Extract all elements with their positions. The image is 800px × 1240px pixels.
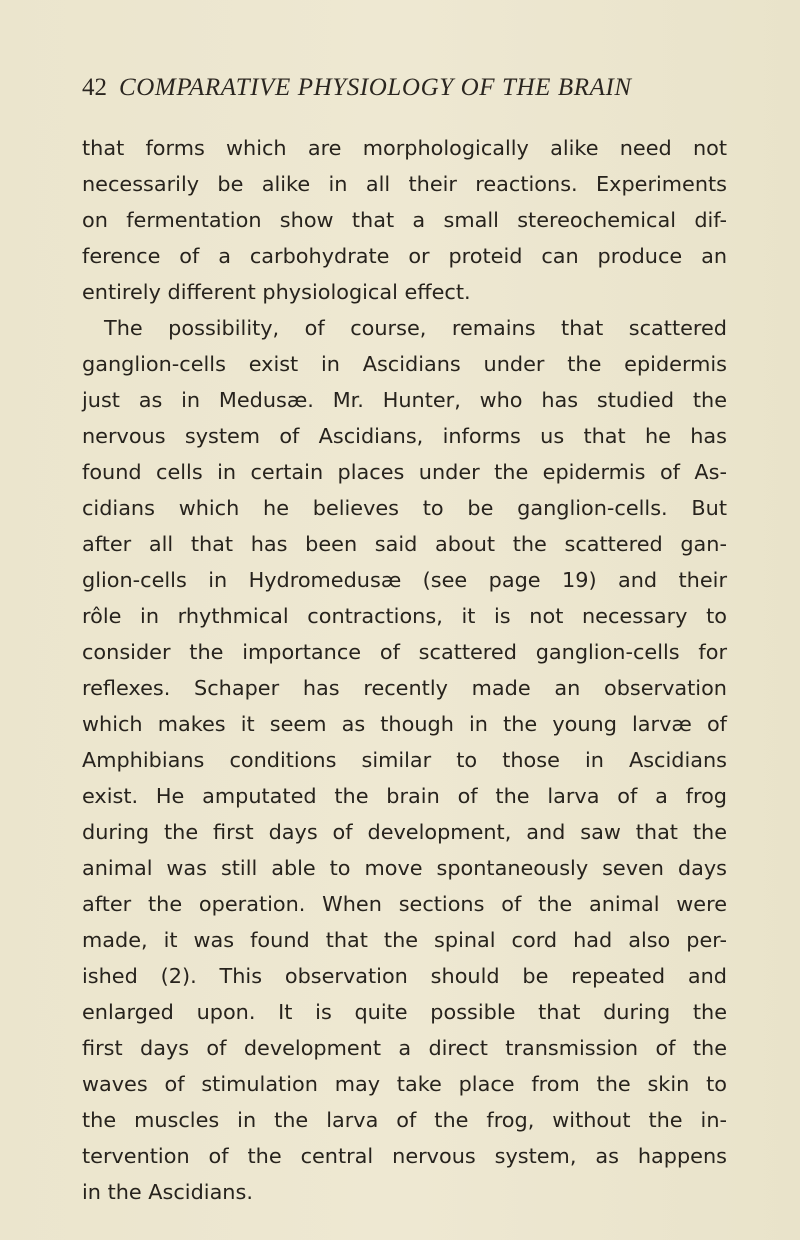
text-line: Amphibians conditions similar to those in Ascidians — [82, 748, 727, 772]
text-line: found cells in certain places under the epidermis of As- — [82, 460, 727, 484]
text-line: entirely different physiological effect. — [82, 280, 471, 304]
text-line: during the first days of development, and saw that the — [82, 820, 727, 844]
text-line: ference of a carbohydrate or proteid can produce an — [82, 244, 727, 268]
text-line: enlarged upon. It is quite possible that during the — [82, 1000, 727, 1024]
text-line: that forms which are morphologically alike need not — [82, 136, 727, 160]
text-line: ganglion-cells exist in Ascidians under the epidermis — [82, 352, 727, 376]
text-line: just as in Medusæ. Mr. Hunter, who has studied the — [82, 388, 727, 412]
text-line: ished (2). This observation should be repeated and — [82, 964, 727, 988]
text-line: made, it was found that the spinal cord had also per- — [82, 928, 727, 952]
text-line: necessarily be alike in all their reactions. Experiments — [82, 172, 727, 196]
text-line: after all that has been said about the scattered gan- — [82, 532, 727, 556]
text-line: cidians which he believes to be ganglion-cells. But — [82, 496, 727, 520]
text-line: tervention of the central nervous system, as happens — [82, 1144, 727, 1168]
body-text — [82, 130, 727, 1210]
text-line: the muscles in the larva of the frog, without the in- — [82, 1108, 727, 1132]
paragraph-first-line: The possibility, of course, remains that scattered — [104, 316, 727, 340]
text-line: waves of stimulation may take place from the skin to — [82, 1072, 727, 1096]
text-line: consider the importance of scattered ganglion-cells for — [82, 640, 727, 664]
page-header — [82, 74, 722, 114]
text-line: in the Ascidians. — [82, 1180, 253, 1204]
text-line: nervous system of Ascidians, informs us that he has — [82, 424, 727, 448]
text-line: after the operation. When sections of the animal were — [82, 892, 727, 916]
text-line: on fermentation show that a small stereochemical dif- — [82, 208, 727, 232]
text-line: animal was still able to move spontaneously seven days — [82, 856, 727, 880]
text-line: reflexes. Schaper has recently made an observation — [82, 676, 727, 700]
text-line: first days of development a direct transmission of the — [82, 1036, 727, 1060]
text-line: glion-cells in Hydromedusæ (see page 19) and their — [82, 568, 727, 592]
text-line: which makes it seem as though in the young larvæ of — [82, 712, 727, 736]
text-line: rôle in rhythmical contractions, it is not necessary to — [82, 604, 727, 628]
page-number: 42 — [82, 74, 107, 101]
running-title: COMPARATIVE PHYSIOLOGY OF THE BRAIN — [119, 74, 632, 101]
text-line: exist. He amputated the brain of the larva of a frog — [82, 784, 727, 808]
